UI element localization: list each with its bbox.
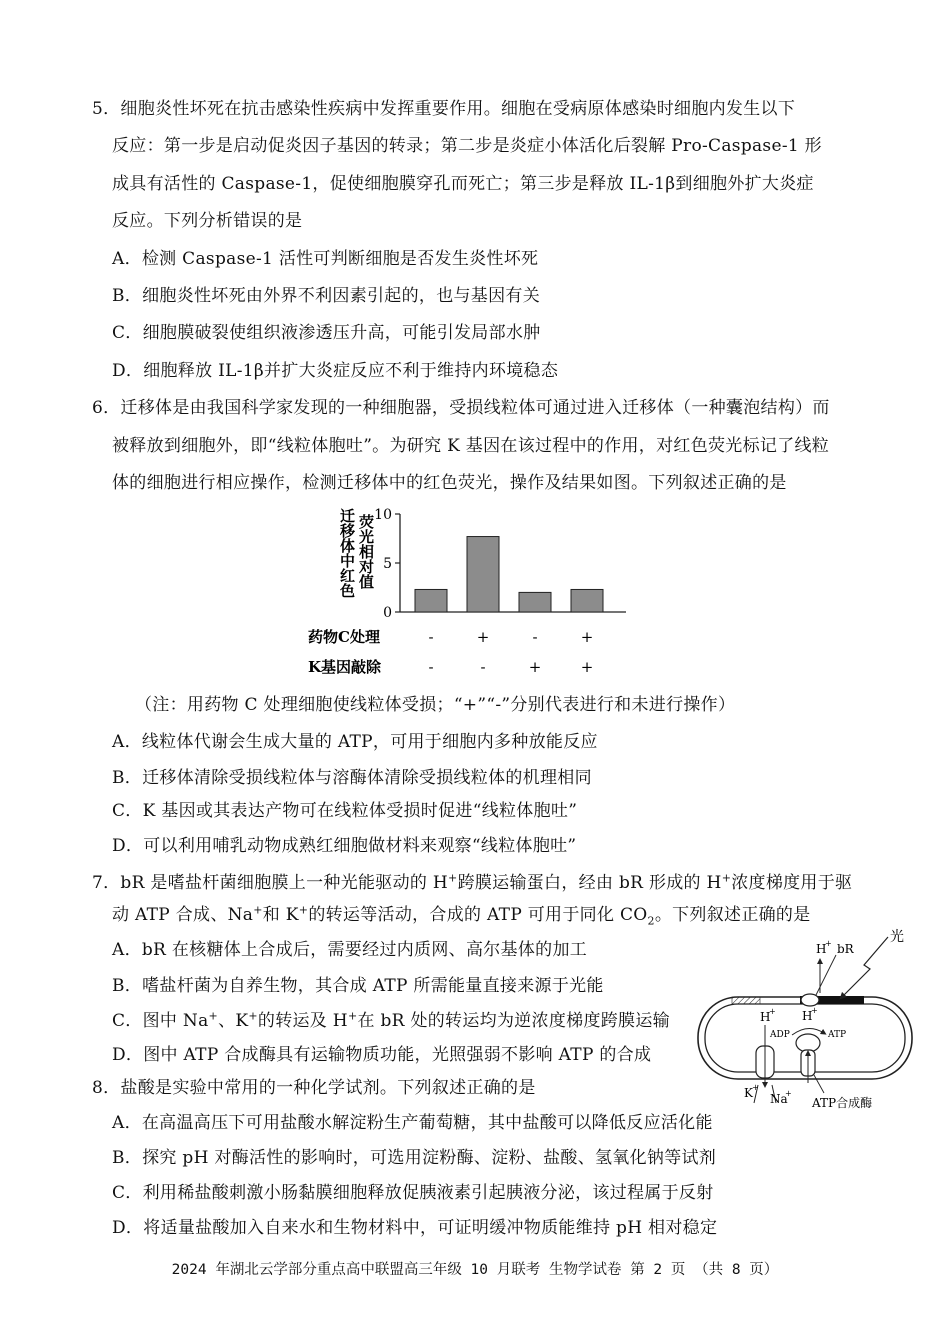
atp-label: ATP <box>828 1030 847 1040</box>
q7-option-b: B．嗜盐杆菌为自养生物，其合成 ATP 所需能量直接来源于光能 <box>112 976 604 996</box>
atp-synthase-label: ATP合成酶 <box>812 1096 873 1110</box>
q7-line2-part-b: 和 K <box>262 905 299 925</box>
k-ion-label: K <box>744 1086 753 1100</box>
atp-synthase-head <box>796 1034 820 1052</box>
q7-line2-part-a: 动 ATP 合成、Na <box>112 905 254 925</box>
superscript-plus: + <box>448 871 458 885</box>
q7-line2-part-d: 。下列叙述正确的是 <box>654 905 811 925</box>
q6-option-a: A．线粒体代谢会生成大量的 ATP，可用于细胞内多种放能反应 <box>112 732 598 752</box>
q6-note: （注：用药物 C 处理细胞使线粒体受损；“+”“-”分别代表进行和未进行操作） <box>135 695 736 715</box>
y-tick-label: 5 <box>383 556 392 572</box>
q7-option-d: D．图中 ATP 合成酶具有运输物质功能，光照强弱不影响 ATP 的合成 <box>112 1045 652 1065</box>
light-label: 光 <box>890 929 904 945</box>
q5-line1: 5．细胞炎性坏死在抗击感染性疾病中发挥重要作用。细胞在受病原体感染时细胞内发生以下 <box>92 99 796 119</box>
k-knockout-sign-4: + <box>580 658 594 676</box>
h-ion-inside-left-charge: + <box>769 1007 776 1016</box>
drug-c-sign-3: - <box>532 628 538 646</box>
q6-option-d: D．可以利用哺乳动物成熟红细胞做材料来观察“线粒体胞吐” <box>112 836 577 856</box>
h-ion-inside-br: H <box>802 1009 813 1023</box>
subscript-2: 2 <box>647 914 655 928</box>
row-label-k-knockout: K基因敲除 <box>308 658 382 676</box>
y-tick-label: 0 <box>383 605 392 621</box>
bar-4 <box>571 589 603 612</box>
q6-option-c: C．K 基因或其表达产物可在线粒体受损时促进“线粒体胞吐” <box>112 801 578 821</box>
q7-line1-part-a: 7．bR 是嗜盐杆菌细胞膜上一种光能驱动的 H <box>92 873 449 893</box>
q7-option-c-part-c: 的转运及 H <box>257 1011 348 1031</box>
q6-line3: 体的细胞进行相应操作，检测迁移体中的红色荧光，操作及结果如图。下列叙述正确的是 <box>112 473 787 493</box>
row-label-drug-c: 药物C处理 <box>308 628 380 646</box>
bacterium-membrane-diagram <box>692 925 920 1115</box>
superscript-plus: + <box>253 903 263 917</box>
q5-option-b: B．细胞炎性坏死由外界不利因素引起的，也与基因有关 <box>112 286 540 306</box>
bar-chart <box>300 500 640 685</box>
drug-c-sign-4: + <box>580 628 594 646</box>
superscript-plus: + <box>721 871 732 885</box>
superscript-plus: + <box>347 1009 358 1023</box>
br-protein <box>801 994 819 1006</box>
q8-line1: 8．盐酸是实验中常用的一种化学试剂。下列叙述正确的是 <box>92 1078 536 1098</box>
h-ion-outside: H <box>816 942 827 956</box>
k-knockout-sign-2: - <box>480 658 486 676</box>
bar-2 <box>467 537 499 612</box>
q7-line2-part-c: 的转运等活动，合成的 ATP 可用于同化 CO <box>308 905 648 925</box>
q7-option-a: A．bR 在核糖体上合成后，需要经过内质网、高尔基体的加工 <box>112 940 588 960</box>
q6-option-b: B．迁移体清除受损线粒体与溶酶体清除受损线粒体的机理相同 <box>112 768 592 788</box>
q5-line3: 成具有活性的 Caspase-1，促使细胞膜穿孔而死亡；第三步是释放 IL-1β到细胞外扩大炎症 <box>112 174 814 194</box>
superscript-plus: + <box>298 903 309 917</box>
h-ion-inside-left: H <box>760 1010 771 1024</box>
q6-line2: 被释放到细胞外，即“线粒体胞吐”。为研究 K 基因在该过程中的作用，对红色荧光标记了线粒 <box>112 436 830 456</box>
k-knockout-sign-3: + <box>528 658 542 676</box>
bar-3 <box>519 592 551 612</box>
drug-c-sign-1: - <box>428 628 434 646</box>
k-ion-charge: + <box>752 1083 759 1092</box>
bar-1 <box>415 589 447 612</box>
q7-option-c-part-d: 在 bR 处的转运均为逆浓度梯度跨膜运输 <box>357 1011 670 1031</box>
q7-line1-part-b: 跨膜运输蛋白，经由 bR 形成的 H <box>457 873 722 893</box>
q7-option-c-part-a: C．图中 Na <box>112 1011 209 1031</box>
h-ion-inside-br-charge: + <box>811 1006 818 1015</box>
q5-option-d: D．细胞释放 IL-1β并扩大炎症反应不利于维持内环境稳态 <box>112 361 559 381</box>
q7-line2 <box>112 904 811 926</box>
membrane-hatched-region <box>732 997 760 1004</box>
q7-line1 <box>92 872 852 894</box>
q8-option-c: C．利用稀盐酸刺激小肠黏膜细胞释放促胰液素引起胰液分泌，该过程属于反射 <box>112 1183 714 1203</box>
na-ion-charge: + <box>785 1089 792 1098</box>
k-knockout-sign-1: - <box>428 658 434 676</box>
q8-option-b: B．探究 pH 对酶活性的影响时，可选用淀粉酶、淀粉、盐酸、氢氧化钠等试剂 <box>112 1148 717 1168</box>
adp-label: ADP <box>770 1030 790 1040</box>
q8-option-d: D．将适量盐酸加入自来水和生物材料中，可证明缓冲物质能维持 pH 相对稳定 <box>112 1218 718 1238</box>
q8-option-a: A．在高温高压下可用盐酸水解淀粉生产葡萄糖，其中盐酸可以降低反应活化能 <box>112 1113 713 1133</box>
h-ion-outside-charge: + <box>825 939 832 948</box>
q7-option-c-part-b: 、K <box>218 1011 249 1031</box>
drug-c-sign-2: + <box>476 628 490 646</box>
superscript-plus: + <box>208 1009 219 1023</box>
br-label: bR <box>837 942 854 956</box>
atp-synthase-label-line <box>814 1075 824 1093</box>
q7-line1-part-c: 浓度梯度用于驱 <box>731 873 853 893</box>
y-tick-label: 10 <box>374 507 392 523</box>
na-ion-label: Na <box>770 1092 788 1106</box>
superscript-plus: + <box>248 1009 258 1023</box>
y-axis-label-line2: 荧光相对值 <box>357 514 375 589</box>
q6-line1: 6．迁移体是由我国科学家发现的一种细胞器，受损线粒体可通过进入迁移体（一种囊泡结构）而 <box>92 398 830 418</box>
y-axis-label-line1: 迁移体中红色 <box>338 508 356 598</box>
q5-line4: 反应。下列分析错误的是 <box>112 211 303 231</box>
q5-line2: 反应：第一步是启动促炎因子基因的转录；第二步是炎症小体活化后裂解 Pro-Caspase-1 形 <box>112 136 822 156</box>
q7-option-c <box>112 1010 670 1032</box>
page-footer: 2024 年湖北云学部分重点高中联盟高三年级 10 月联考 生物学试卷 第 2 页 （共 8 页） <box>171 1262 779 1278</box>
q5-option-c: C．细胞膜破裂使组织液渗透压升高，可能引发局部水肿 <box>112 323 541 343</box>
br-label-line <box>816 955 836 995</box>
q5-option-a: A．检测 Caspase-1 活性可判断细胞是否发生炎性坏死 <box>112 249 539 269</box>
